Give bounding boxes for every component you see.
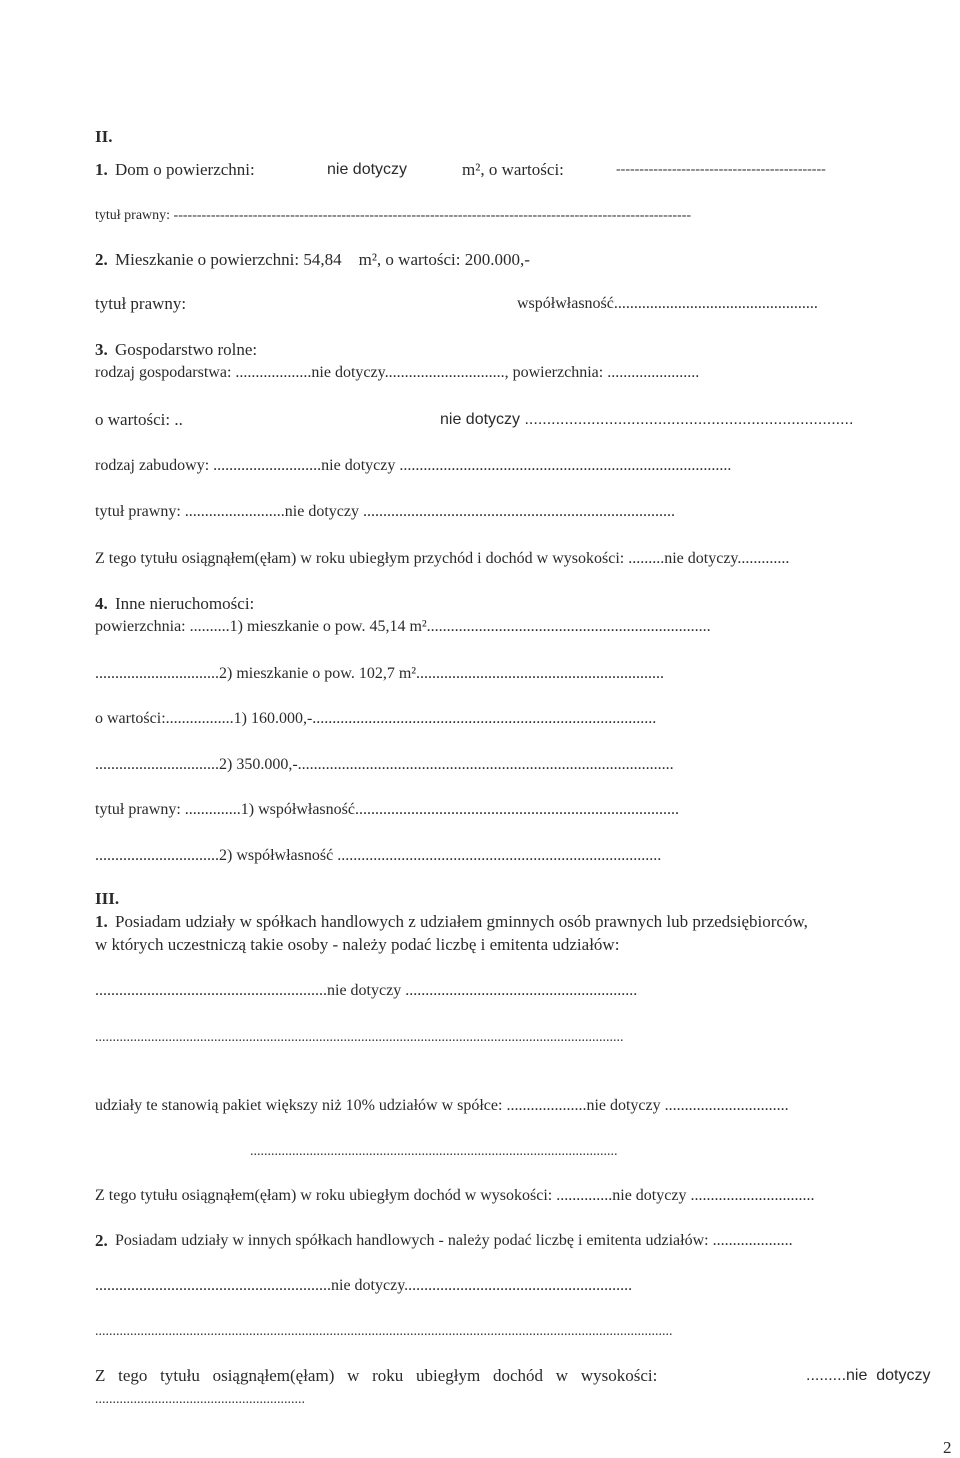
shares-stake-line: udziały te stanowią pakiet większy niż 10% udziałów w spółce: ....................nie dotyczy ...............................: [95, 1097, 789, 1114]
shares-other-income-value: .........nie dotyczy: [806, 1367, 931, 1384]
shares-stake-continuation: .........................................................................................................: [250, 1144, 618, 1159]
item-number: 3.: [95, 340, 108, 359]
house-value: ---------------------------------------------: [616, 162, 826, 177]
apartment-line: Mieszkanie o powierzchni: 54,84 m², o wartości: 200.000,-: [115, 250, 530, 269]
farm-value-label: o wartości: ..: [95, 410, 183, 429]
apartment-title-label: tytuł prawny:: [95, 294, 187, 313]
farm-value-text: nie dotyczy ..........................................................................: [440, 411, 854, 428]
other-value-line-1: o wartości:.................1) 160.000,-......................................................................................: [95, 710, 657, 727]
farm-building-line: rodzaj zabudowy: ...........................nie dotyczy ...................................................................................: [95, 457, 732, 474]
page-number: 2: [943, 1438, 952, 1457]
other-title-line-2: ...............................2) współwłasność .................................................................................: [95, 847, 662, 864]
section-heading-iii: III.: [95, 889, 120, 908]
shares-other-line-1: Posiadam udziały w innych spółkach handlowych - należy podać liczbę i emitenta udziałów: ....................: [115, 1232, 793, 1249]
farm-title-line: tytuł prawny: .........................nie dotyczy ..............................................................................: [95, 503, 675, 520]
shares-municipal-answer-1: ..........................................................nie dotyczy ..........................................................: [95, 982, 638, 999]
house-value-label: m², o wartości:: [462, 160, 564, 179]
other-value-line-2: ...............................2) 350.000,-..............................................................................................: [95, 756, 674, 773]
farm-income-line: Z tego tytułu osiągnąłem(ęłam) w roku ubiegłym przychód i dochód w wysokości: .........nie dotyczy.............: [95, 550, 790, 567]
house-title-line: tytuł prawny: ---------------------------------------------------------------------------------------------------------------: [95, 208, 692, 223]
shares-municipal-answer-2: .......................................................................................................................................................: [95, 1030, 624, 1045]
shares-municipal-income-line: Z tego tytułu osiągnąłem(ęłam) w roku ubiegłym dochód w wysokości: ..............nie dotyczy ...............................: [95, 1187, 815, 1204]
section-heading-ii: II.: [95, 127, 113, 146]
other-area-line-1: powierzchnia: ..........1) mieszkanie o pow. 45,14 m².......................................................................: [95, 618, 711, 635]
item-number: 4.: [95, 594, 108, 613]
apartment-title-value: współwłasność...................................................: [517, 295, 818, 312]
house-area-value: nie dotyczy: [327, 161, 408, 178]
shares-other-answer-2: .....................................................................................................................................................................: [95, 1324, 673, 1339]
farm-heading: Gospodarstwo rolne:: [115, 340, 258, 359]
house-area-label: Dom o powierzchni:: [115, 160, 255, 179]
shares-municipal-line-1: Posiadam udziały w spółkach handlowych z udziałem gminnych osób prawnych lub przedsiębiorców,: [115, 912, 808, 931]
other-title-line-1: tytuł prawny: ..............1) współwłasność.................................................................................: [95, 801, 679, 818]
other-property-heading: Inne nieruchomości:: [115, 594, 255, 613]
other-area-line-2: ...............................2) mieszkanie o pow. 102,7 m²..............................................................: [95, 665, 665, 682]
item-number: 2.: [95, 250, 108, 269]
item-number: 1.: [95, 160, 108, 179]
shares-other-income-continuation: ............................................................: [95, 1392, 305, 1407]
shares-other-answer-1: ...........................................................nie dotyczy.........................................................: [95, 1277, 633, 1294]
item-number: 2.: [95, 1231, 108, 1250]
farm-type-line: rodzaj gospodarstwa: ...................nie dotyczy.............................., powierzchnia: .......................: [95, 364, 700, 381]
shares-other-income-label: Z tego tytułu osiągnąłem(ęłam) w roku ubiegłym dochód w wysokości:: [95, 1366, 658, 1385]
shares-municipal-line-2: w których uczestniczą takie osoby - należy podać liczbę i emitenta udziałów:: [95, 935, 620, 954]
item-number: 1.: [95, 912, 108, 931]
